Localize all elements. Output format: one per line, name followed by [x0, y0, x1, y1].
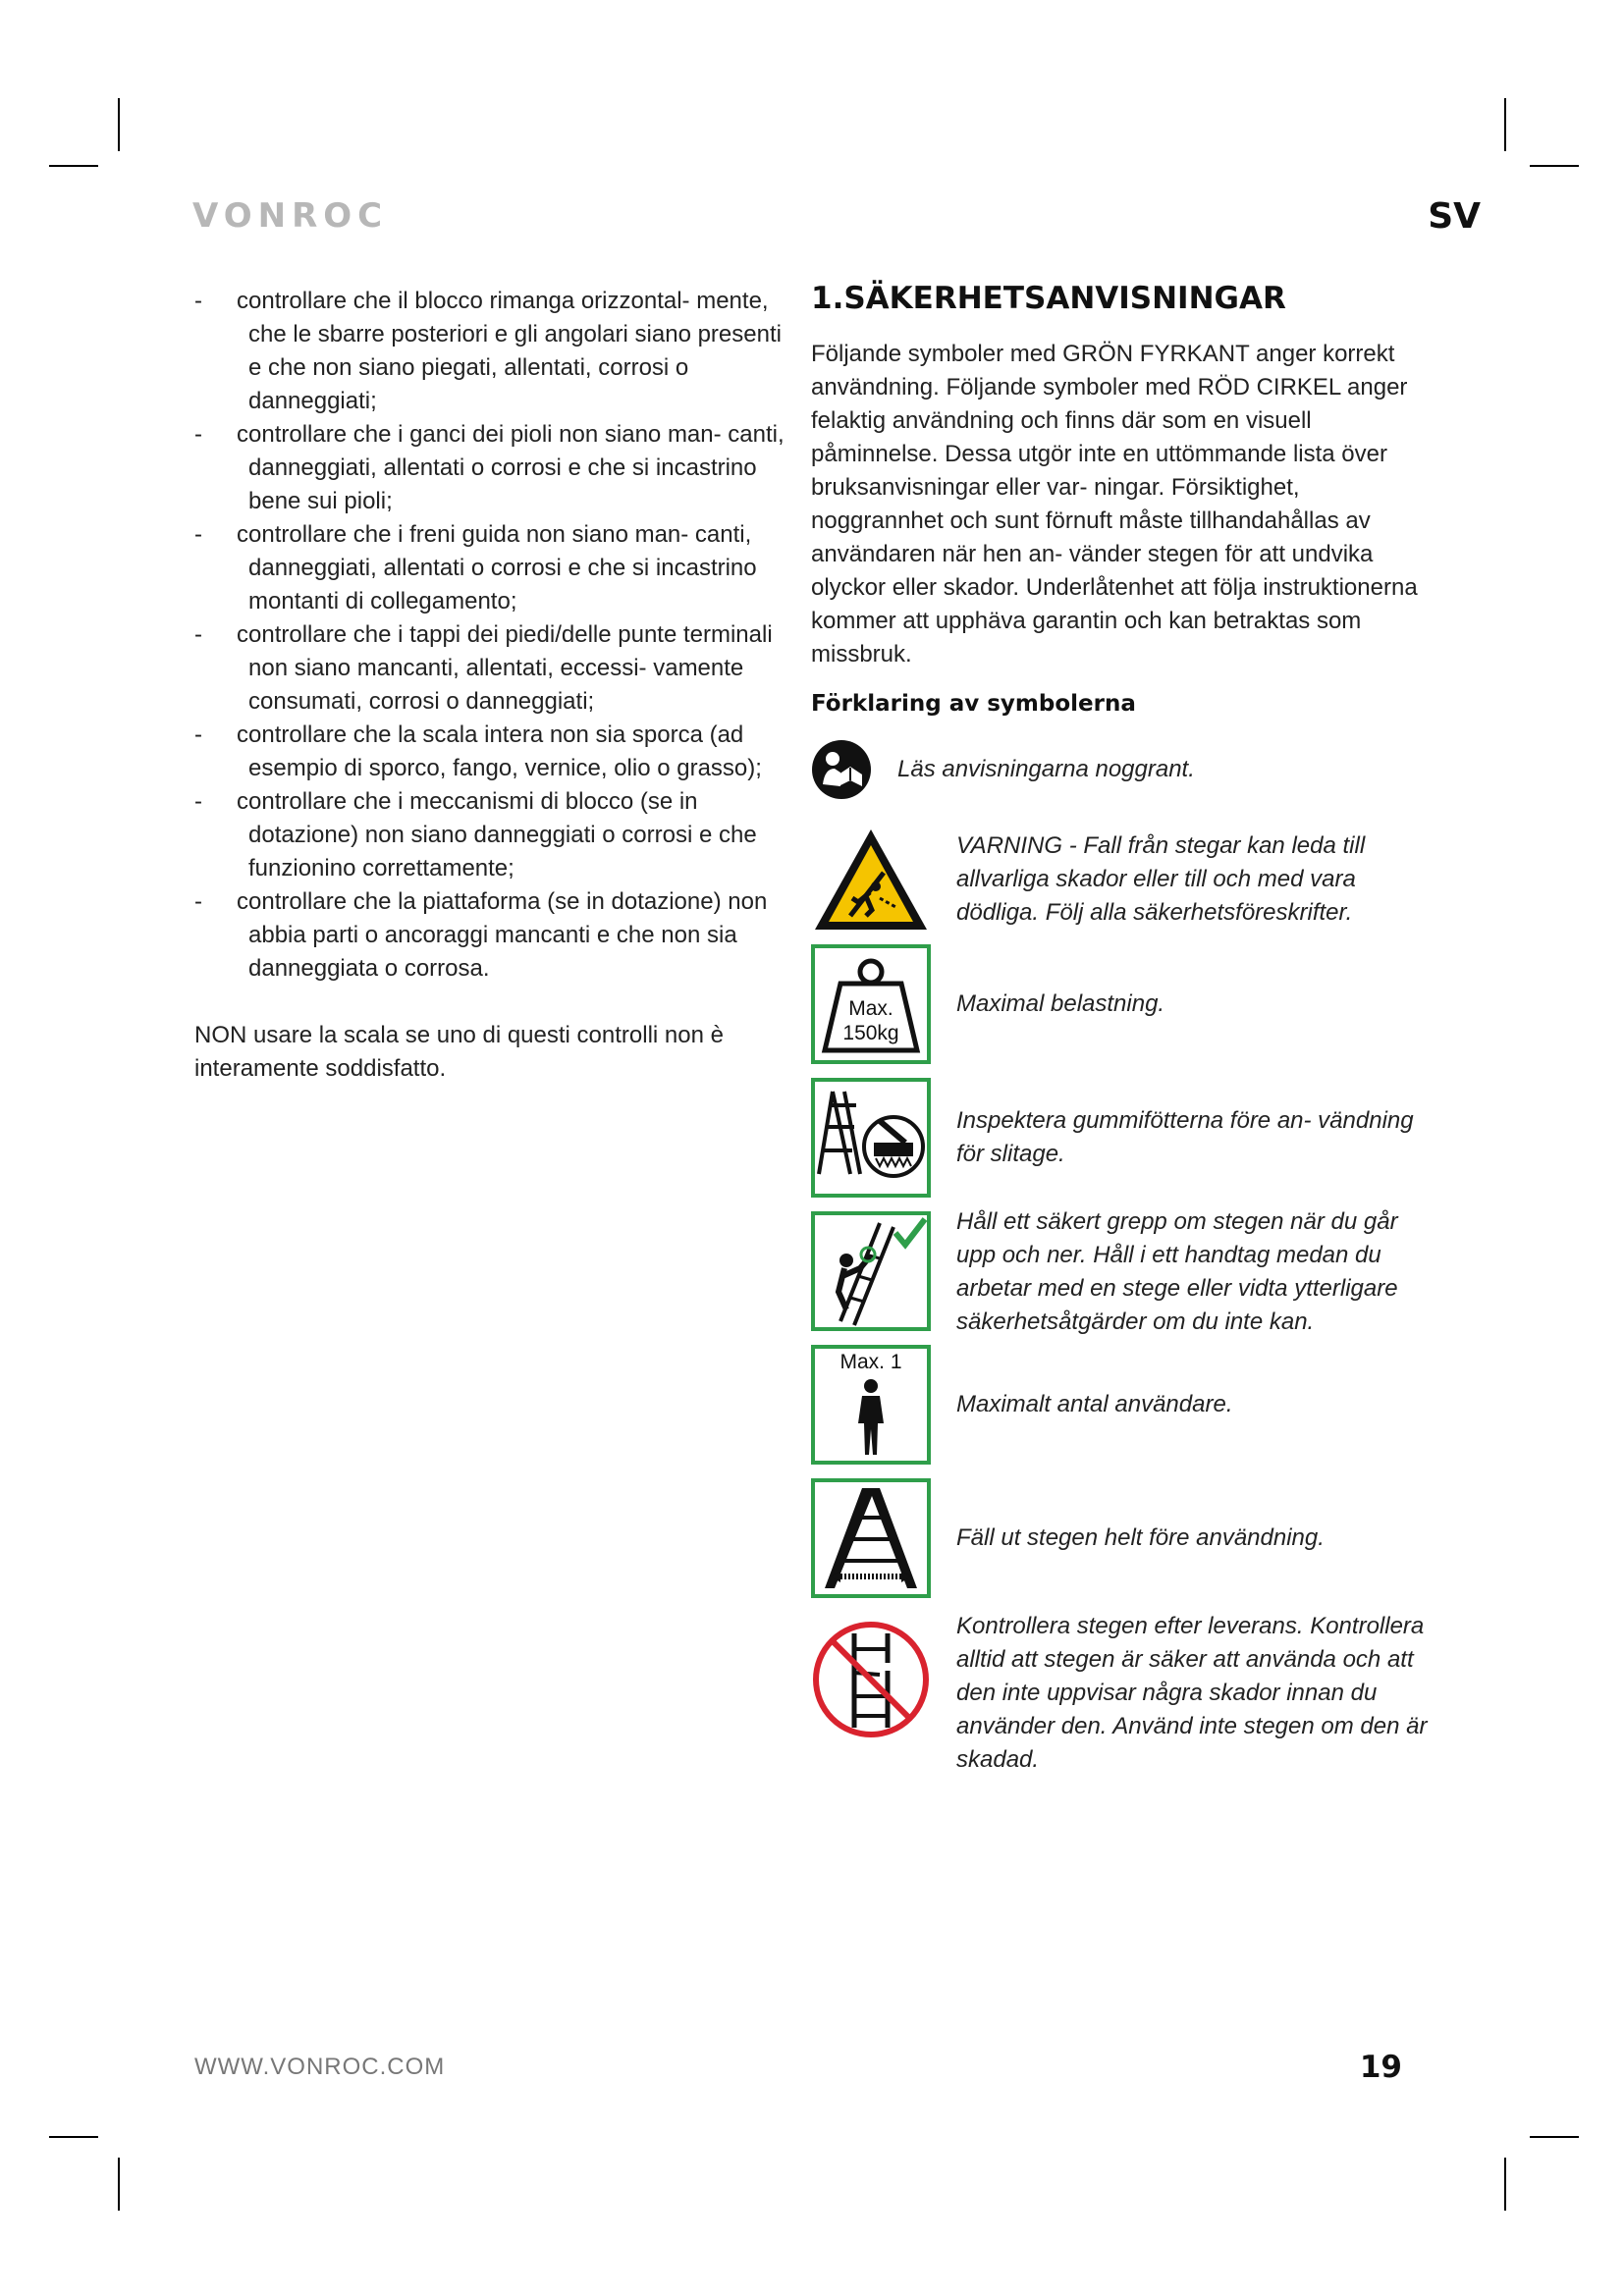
inspection-checklist — [194, 285, 785, 986]
crop-mark — [118, 98, 120, 151]
max-load-label: Max. — [848, 997, 893, 1020]
unfold-ladder-icon — [811, 1478, 931, 1598]
fall-warning-icon — [811, 826, 931, 934]
symbol-row — [811, 944, 1434, 1064]
symbol-description: Fäll ut stegen helt före användning. — [956, 1524, 1325, 1551]
symbol-row — [811, 1345, 1434, 1465]
crop-mark — [1530, 2136, 1579, 2138]
damaged-ladder-icon — [811, 1620, 931, 1739]
list-item: - controllare che i freni guida non siano man- canti, danneggiati, allentati o corrosi e che si incastrino montanti di collegamento; — [194, 521, 757, 614]
max-load-icon — [811, 944, 931, 1064]
crop-mark — [49, 165, 98, 167]
symbol-row — [811, 1208, 1434, 1335]
list-item: - controllare che i ganci dei pioli non siano man- canti, danneggiati, allentati o corrosi e che si incastrino bene sui pioli; — [194, 421, 785, 514]
crop-mark — [49, 2136, 98, 2138]
left-column — [194, 285, 785, 1086]
crop-mark — [1530, 165, 1579, 167]
symbol-row — [811, 1610, 1434, 1777]
closing-note: NON usare la scala se uno di questi controlli non è interamente soddisfatto. — [194, 1022, 724, 1082]
rubber-feet-icon — [811, 1078, 931, 1198]
max-users-icon — [811, 1345, 931, 1465]
symbols-heading: Förklaring av symbolerna — [811, 691, 1136, 717]
symbol-description: Läs anvisningarna noggrant. — [897, 756, 1195, 782]
crop-mark — [1504, 98, 1506, 151]
language-code: SV — [1428, 196, 1481, 237]
symbol-description: Kontrollera stegen efter leverans. Kontrollera alltid att stegen är säker att använda och att den inte uppvisar några skador innan du använder den. Använd inte stegen om den är skadad. — [956, 1613, 1428, 1773]
list-item: - controllare che i meccanismi di blocco (se in dotazione) non siano danneggiati o corrosi e che funzionino correttamente; — [194, 788, 757, 881]
symbol-row — [811, 1478, 1434, 1598]
symbol-description: VARNING - Fall från stegar kan leda till allvarliga skador eller till och med vara dödliga. Följ alla säkerhetsföreskrifter. — [956, 832, 1366, 926]
symbol-row — [811, 1078, 1434, 1198]
symbol-row — [811, 825, 1434, 934]
symbol-description: Maximal belastning. — [956, 990, 1165, 1017]
read-manual-icon — [811, 739, 897, 800]
symbol-description: Inspektera gummifötterna före an- vändning för slitage. — [956, 1107, 1414, 1167]
list-item: - controllare che la piattaforma (se in dotazione) non abbia parti o ancoraggi mancanti e che non sia danneggiata o corrosa. — [194, 888, 768, 982]
crop-mark — [118, 2158, 120, 2211]
right-column — [811, 279, 1434, 1777]
list-item: - controllare che i tappi dei piedi/delle punte terminali non siano mancanti, allentati, eccessi- vamente consumati, corrosi o danneggiati; — [194, 621, 773, 715]
page-number: 19 — [1359, 2050, 1402, 2085]
crop-mark — [1504, 2158, 1506, 2211]
secure-grip-icon — [811, 1211, 931, 1331]
symbol-description: Håll ett säkert grepp om stegen när du går upp och ner. Håll i ett handtag medan du arbetar med en stege eller vidta ytterligare säkerhetsåtgärder om du inte kan. — [956, 1208, 1398, 1335]
brand-logo: VONROC — [192, 196, 389, 236]
footer-website: WWW.VONROC.COM — [194, 2054, 446, 2080]
section-title: 1.SÄKERHETSANVISNINGAR — [811, 281, 1286, 316]
list-item: - controllare che la scala intera non sia sporca (ad esempio di sporco, fango, vernice, olio o grasso); — [194, 721, 762, 781]
max-users-label: Max. 1 — [839, 1351, 902, 1373]
intro-paragraph: Följande symboler med GRÖN FYRKANT anger korrekt användning. Följande symboler med RÖD CIRKEL anger felaktig användning och finns där som en visuell påminnelse. Dessa utgör inte en uttömmande lista över bruksanvisningar eller var- ningar. Försiktighet, noggrannhet och sunt förnuft måste tillhandahållas av användaren när hen an- vänder stegen för att undvika olyckor eller skador. Underlåtenhet att följa instruktionerna kommer att upphäva garantin och kan betraktas som missbruk. — [811, 341, 1418, 667]
symbol-description: Maximalt antal användare. — [956, 1391, 1233, 1417]
max-load-value: 150kg — [842, 1022, 899, 1044]
list-item: - controllare che il blocco rimanga orizzontal- mente, che le sbarre posteriori e gli angolari siano presenti e che non siano piegati, allentati, corrosi o danneggiati; — [194, 288, 782, 414]
symbol-row — [811, 738, 1434, 801]
